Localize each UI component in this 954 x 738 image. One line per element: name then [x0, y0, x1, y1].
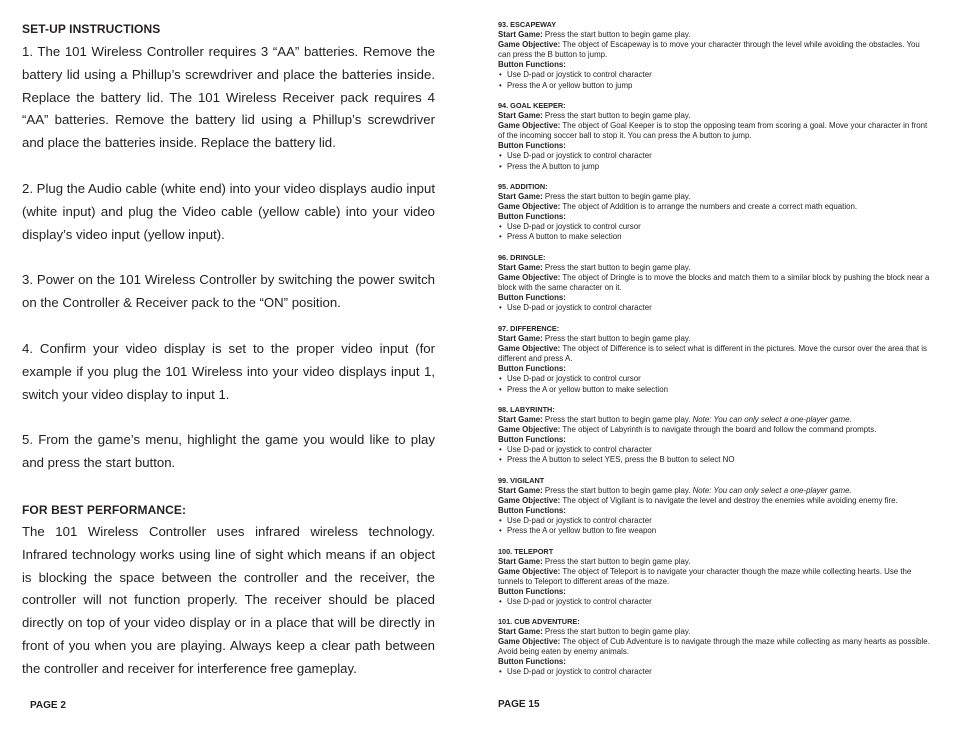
- setup-step-4: 4. Confirm your video display is set to the proper video input (for example if you plug the 101 Wireless into your video displays input 1, switch your video display to input 1.: [22, 341, 435, 402]
- page-number-left: PAGE 2: [30, 700, 66, 711]
- setup-step-2: 2. Plug the Audio cable (white end) into your video displays audio input (white input) and plug the Video cable (yellow cable) into your video display’s video input (yellow input).: [22, 181, 435, 242]
- game-entry: [498, 182, 934, 243]
- button-functions-list: [498, 222, 934, 242]
- game-title: 98. LABYRINTH:: [498, 405, 555, 414]
- button-function-item: • Use D-pad or joystick to control character: [498, 667, 934, 677]
- start-game-label: Start Game:: [498, 557, 543, 567]
- game-objective-line: [498, 496, 934, 506]
- button-functions-list: [498, 151, 934, 171]
- start-game-text: Press the start button to begin game play.: [542, 486, 691, 496]
- game-objective-text: The object of Cub Adventure is to navigate through the maze while collecting as many hearts as possible. Avoid being eaten by enemy animals.: [498, 637, 930, 657]
- setup-step-1: 1. The 101 Wireless Controller requires 3 “AA” batteries. Remove the battery lid using a Phillup’s screwdriver and place the batteries inside. Replace the battery lid. The 101 Wireless Receiver pack requires 4 “AA” batteries. Remove the battery lid using a Phillup’s screwdriver and place the batteries inside. Replace the battery lid.: [22, 44, 435, 151]
- game-objective-label: Game Objective:: [498, 425, 561, 435]
- setup-step-3: 3. Power on the 101 Wireless Controller by switching the power switch on the Controller & Receiver pack to the “ON” position.: [22, 272, 435, 310]
- game-title: 94. GOAL KEEPER:: [498, 101, 566, 110]
- start-game-line: [498, 263, 934, 273]
- game-title: 99. VIGILANT: [498, 476, 545, 485]
- button-functions-list: [498, 667, 934, 677]
- start-game-label: Start Game:: [498, 486, 543, 496]
- button-functions-label: Button Functions:: [498, 293, 566, 303]
- game-objective-line: [498, 273, 934, 293]
- game-objective-text: The object of Goal Keeper is to stop the opposing team from scoring a goal. Move your character in front of the incoming soccer ball to stop it. You can press the A button to jump.: [498, 121, 928, 141]
- game-objective-line: [498, 40, 934, 60]
- game-objective-line: [498, 637, 934, 657]
- start-game-text: Press the start button to begin game play.: [542, 415, 691, 425]
- left-page: [22, 0, 435, 738]
- game-objective-line: [498, 567, 934, 587]
- button-function-item: • Press the A button to jump: [498, 162, 934, 172]
- button-functions-label: Button Functions:: [498, 364, 566, 374]
- game-title: 93. ESCAPEWAY: [498, 20, 557, 29]
- game-objective-label: Game Objective:: [498, 202, 561, 212]
- start-game-label: Start Game:: [498, 192, 543, 202]
- button-function-item: • Use D-pad or joystick to control cursor: [498, 374, 934, 384]
- button-function-item: • Press A button to make selection: [498, 232, 934, 242]
- setup-heading: SET-UP INSTRUCTIONS: [22, 22, 161, 36]
- game-objective-text: The object of Dringle is to move the blocks and match them to a similar block by pushing the block near a block with the same character on it.: [498, 273, 930, 293]
- button-function-item: • Use D-pad or joystick to control character: [498, 597, 934, 607]
- game-objective-label: Game Objective:: [498, 344, 561, 354]
- button-functions-label: Button Functions:: [498, 657, 566, 667]
- game-objective-text: The object of Escapeway is to move your character through the level while avoiding the obstacles. You can press the B button to jump.: [498, 40, 920, 60]
- start-game-text: Press the start button to begin game play.: [542, 111, 691, 121]
- button-function-item: • Use D-pad or joystick to control cursor: [498, 222, 934, 232]
- game-objective-text: The object of Teleport is to navigate your character though the maze while collecting hearts. Use the tunnels to Teleport to different areas of the maze.: [498, 567, 912, 587]
- start-game-line: [498, 111, 934, 121]
- button-function-item: • Use D-pad or joystick to control character: [498, 70, 934, 80]
- button-functions-label: Button Functions:: [498, 587, 566, 597]
- start-game-text: Press the start button to begin game play.: [542, 557, 691, 567]
- game-objective-label: Game Objective:: [498, 496, 561, 506]
- game-entry: [498, 405, 934, 466]
- right-page: [498, 0, 934, 738]
- button-function-item: • Press the A button to select YES, press the B button to select NO: [498, 455, 934, 465]
- game-objective-line: [498, 425, 934, 435]
- start-game-label: Start Game:: [498, 334, 543, 344]
- start-game-text: Press the start button to begin game play.: [542, 334, 691, 344]
- game-entry: [498, 20, 934, 91]
- game-entry: [498, 324, 934, 395]
- button-function-item: • Use D-pad or joystick to control character: [498, 303, 934, 313]
- game-objective-label: Game Objective:: [498, 121, 561, 131]
- game-entry: [498, 253, 934, 314]
- game-entry: [498, 101, 934, 172]
- start-game-note: Note: You can only select a one-player game.: [690, 486, 852, 496]
- game-objective-label: Game Objective:: [498, 273, 561, 283]
- start-game-line: [498, 192, 934, 202]
- start-game-text: Press the start button to begin game play.: [542, 263, 691, 273]
- start-game-note: Note: You can only select a one-player game.: [690, 415, 852, 425]
- start-game-text: Press the start button to begin game play.: [542, 192, 691, 202]
- button-function-item: • Press the A or yellow button to jump: [498, 81, 934, 91]
- game-title: 96. DRINGLE:: [498, 253, 546, 262]
- button-functions-list: [498, 445, 934, 465]
- start-game-line: [498, 334, 934, 344]
- start-game-label: Start Game:: [498, 415, 543, 425]
- button-functions-label: Button Functions:: [498, 60, 566, 70]
- start-game-text: Press the start button to begin game play.: [542, 30, 691, 40]
- game-objective-line: [498, 202, 934, 212]
- start-game-label: Start Game:: [498, 627, 543, 637]
- game-entry: [498, 547, 934, 608]
- button-functions-list: [498, 516, 934, 536]
- button-function-item: • Use D-pad or joystick to control character: [498, 151, 934, 161]
- button-functions-label: Button Functions:: [498, 506, 566, 516]
- button-function-item: • Use D-pad or joystick to control character: [498, 445, 934, 455]
- game-objective-text: The object of Difference is to select what is different in the pictures. Move the cursor over the area that is different and press A.: [498, 344, 927, 364]
- game-title: 100. TELEPORT: [498, 547, 554, 556]
- performance-heading: FOR BEST PERFORMANCE:: [22, 503, 187, 517]
- page-number-right: PAGE 15: [498, 699, 540, 710]
- game-objective-line: [498, 344, 934, 364]
- button-functions-label: Button Functions:: [498, 435, 566, 445]
- game-objective-label: Game Objective:: [498, 637, 561, 647]
- game-objective-label: Game Objective:: [498, 567, 561, 577]
- button-functions-list: [498, 597, 934, 607]
- start-game-line: [498, 557, 934, 567]
- start-game-line: [498, 627, 934, 637]
- start-game-text: Press the start button to begin game play.: [542, 627, 691, 637]
- start-game-label: Start Game:: [498, 111, 543, 121]
- game-objective-text: The object of Labyrinth is to navigate through the board and follow the command prompts.: [560, 425, 877, 435]
- game-title: 101. CUB ADVENTURE:: [498, 617, 580, 626]
- game-objective-line: [498, 121, 934, 141]
- button-functions-label: Button Functions:: [498, 212, 566, 222]
- game-title: 95. ADDITION:: [498, 182, 548, 191]
- start-game-label: Start Game:: [498, 30, 543, 40]
- button-function-item: • Use D-pad or joystick to control character: [498, 516, 934, 526]
- game-objective-text: The object of Addition is to arrange the numbers and create a correct math equation.: [560, 202, 858, 212]
- performance-text: The 101 Wireless Controller uses infrared wireless technology. Infrared technology works using line of sight which means if an object is blocking the space between the controller and the receiver, the controller will not function properly. The receiver should be placed directly on top of your video display or in a place that will be directly in front of you when you are playing. Always keep a clear path between the controller and receiver for interference free gameplay.: [22, 524, 435, 676]
- game-entry: [498, 617, 934, 678]
- button-functions-label: Button Functions:: [498, 141, 566, 151]
- button-functions-list: [498, 303, 934, 313]
- start-game-label: Start Game:: [498, 263, 543, 273]
- button-function-item: • Press the A or yellow button to fire weapon: [498, 526, 934, 536]
- start-game-line: [498, 30, 934, 40]
- game-objective-text: The object of Vigilant is to navigate the level and destroy the enemies while avoiding enemy fire.: [560, 496, 898, 506]
- start-game-line: [498, 415, 934, 425]
- button-functions-list: [498, 374, 934, 394]
- setup-step-5: 5. From the game’s menu, highlight the game you would like to play and press the start button.: [22, 432, 435, 470]
- game-objective-label: Game Objective:: [498, 40, 561, 50]
- game-entry: [498, 476, 934, 537]
- button-functions-list: [498, 70, 934, 90]
- button-function-item: • Press the A or yellow button to make selection: [498, 385, 934, 395]
- game-title: 97. DIFFERENCE:: [498, 324, 560, 333]
- start-game-line: [498, 486, 934, 496]
